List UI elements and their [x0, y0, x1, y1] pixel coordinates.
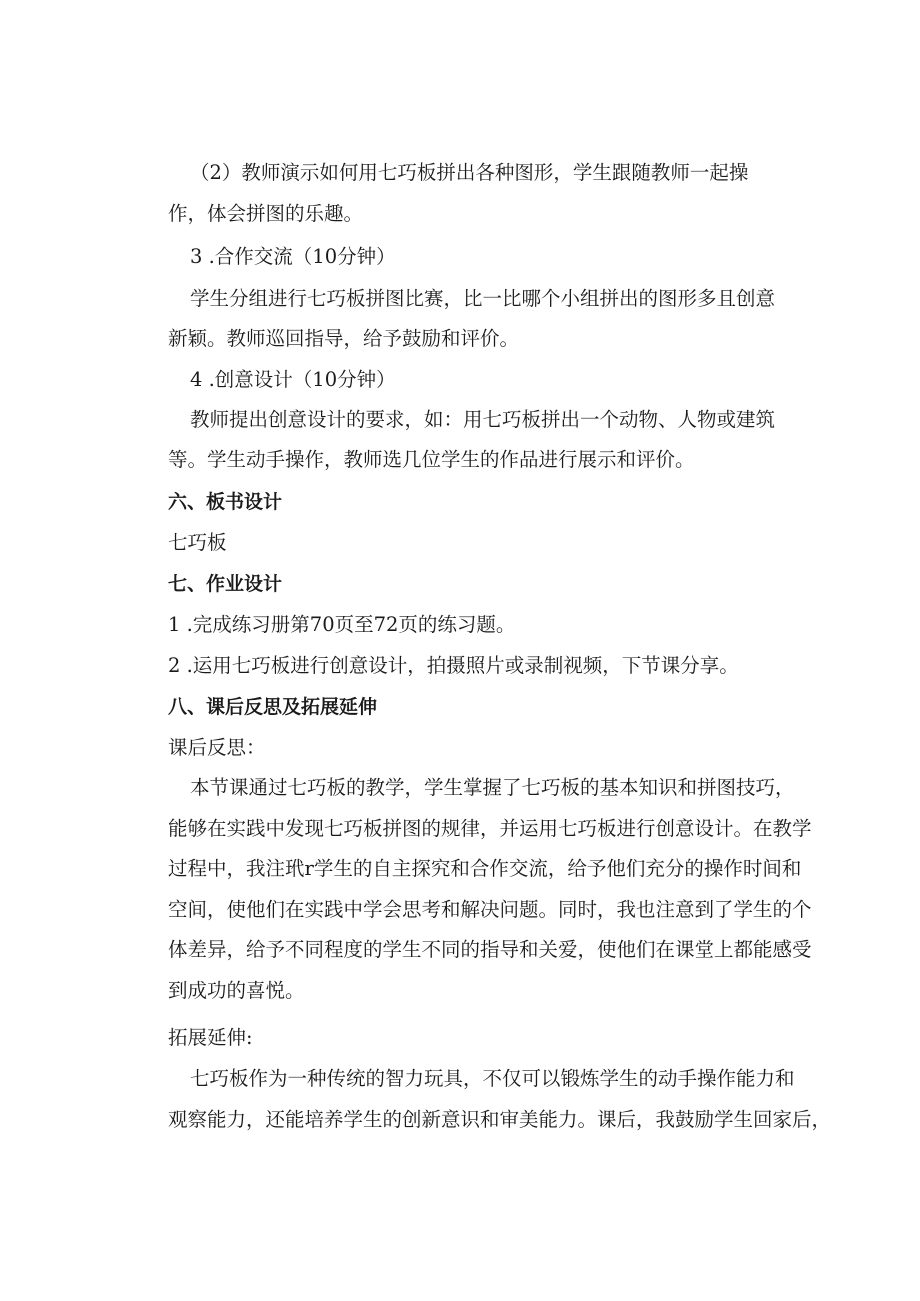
- section-6-content: 七巧板: [168, 531, 227, 554]
- reflection-line-3: 过程中，我注玳r学生的自主探究和合作交流，给予他们充分的操作时间和: [168, 857, 802, 880]
- extension-line-2: 观察能力，还能培养学生的创新意识和审美能力。课后，我鼓励学生回家后，: [168, 1108, 832, 1131]
- reflection-line-2: 能够在实践中发现七巧板拼图的规律，并运用七巧板进行创意设计。在教学: [168, 817, 812, 840]
- step-4-title: 4 .创意设计（10分钟）: [190, 368, 396, 391]
- homework-item-1: 1 .完成练习册第70页至72页的练习题。: [168, 613, 516, 636]
- step-3-line-1: 学生分组进行七巧板拼图比赛，比一比哪个小组拼出的图形多且创意: [190, 287, 776, 310]
- paragraph-demo-line-1: （2）教师演示如何用七巧板拼出各种图形，学生跟随教师一起操: [190, 161, 749, 184]
- paragraph-demo-line-2: 作，体会拼图的乐趣。: [168, 202, 364, 225]
- homework-item-2: 2 .运用七巧板进行创意设计，拍摄照片或录制视频，下节课分享。: [168, 654, 739, 677]
- reflection-label: 课后反思：: [168, 736, 266, 759]
- step-3-line-2: 新颖。教师巡回指导，给予鼓励和评价。: [168, 327, 520, 350]
- section-7-heading: 七、作业设计: [168, 573, 283, 595]
- section-8-heading: 八、课后反思及拓展延伸: [168, 696, 378, 718]
- extension-label: 拓展延伸:: [168, 1026, 253, 1049]
- reflection-line-5: 体差异，给予不同程度的学生不同的指导和关爱，使他们在课堂上都能感受: [168, 938, 812, 961]
- reflection-line-4: 空间，使他们在实践中学会思考和解决问题。同时，我也注意到了学生的个: [168, 898, 812, 921]
- extension-line-1: 七巧板作为一种传统的智力玩具，不仅可以锻炼学生的动手操作能力和: [190, 1067, 795, 1090]
- step-3-title: 3 .合作交流（10分钟）: [190, 245, 396, 268]
- step-4-line-1: 教师提出创意设计的要求，如：用七巧板拼出一个动物、人物或建筑: [190, 408, 776, 431]
- reflection-line-6: 到成功的喜悦。: [168, 979, 305, 1002]
- reflection-line-1: 本节课通过七巧板的教学，学生掌握了七巧板的基本知识和拼图技巧，: [190, 776, 795, 799]
- step-4-line-2: 等。学生动手操作，教师选几位学生的作品进行展示和评价。: [168, 448, 695, 471]
- section-6-heading: 六、板书设计: [168, 491, 283, 513]
